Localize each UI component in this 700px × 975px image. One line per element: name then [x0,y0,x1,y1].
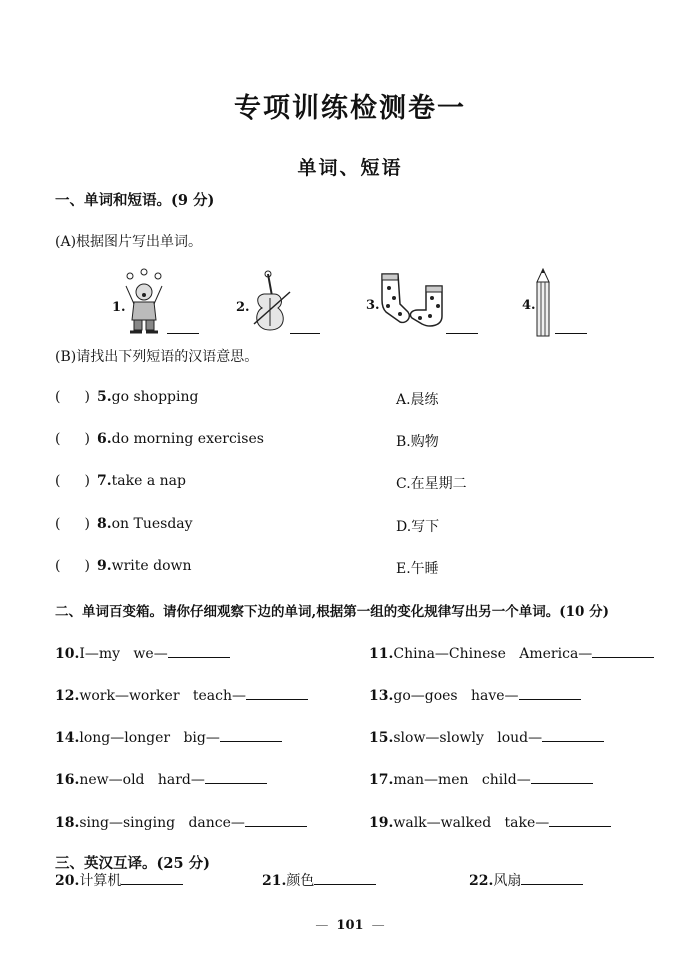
option-c: C.在星期二 [396,476,467,492]
page-number: — 101 — [315,918,385,933]
pic-number-3: 3. [366,298,380,313]
list-item: ( ) 9.write down [55,558,192,574]
list-item: 21.颜色 [262,870,376,890]
list-item: 20.计算机 [55,870,183,890]
list-item: 10.I—my we— [55,643,230,662]
cello-icon [250,270,292,334]
section-1-heading: 一、单词和短语。(9 分) [55,192,215,209]
answer-paren[interactable]: ( ) [55,389,90,405]
list-item: 14.long—longer big— [55,727,282,746]
list-item: 15.slow—slowly loud— [369,727,604,746]
list-item: 11.China—Chinese America— [369,643,654,662]
answer-blank[interactable] [246,685,308,700]
part-b-instruction: (B)请找出下列短语的汉语意思。 [55,349,259,365]
answer-blank-4[interactable] [555,319,587,334]
list-item: 12.work—worker teach— [55,685,308,704]
answer-blank[interactable] [542,727,604,742]
answer-blank[interactable] [245,812,307,827]
list-item: 18.sing—singing dance— [55,812,307,831]
page-subtitle: 单词、短语 [297,157,403,179]
juggling-clown-icon [122,268,166,336]
answer-blank[interactable] [531,769,593,784]
answer-blank[interactable] [168,643,230,658]
list-item: 16.new—old hard— [55,769,267,788]
pic-number-1: 1. [112,300,126,315]
answer-blank-3[interactable] [446,319,478,334]
list-item: 22.风扇 [469,870,583,890]
section-2-heading: 二、单词百变箱。请你仔细观察下边的单词,根据第一组的变化规律写出另一个单词。(10 分) [55,604,609,620]
answer-blank-2[interactable] [290,319,320,334]
list-item: 17.man—men child— [369,769,593,788]
answer-paren[interactable]: ( ) [55,516,90,532]
socks-icon [378,272,446,332]
page-title: 专项训练检测卷一 [234,93,466,124]
list-item: 13.go—goes have— [369,685,581,704]
answer-blank[interactable] [549,812,611,827]
answer-blank[interactable] [220,727,282,742]
answer-blank[interactable] [205,769,267,784]
answer-paren[interactable]: ( ) [55,473,90,489]
option-e: E.午睡 [396,561,439,577]
list-item: ( ) 7.take a nap [55,473,186,489]
list-item: 19.walk—walked take— [369,812,611,831]
list-item: ( ) 8.on Tuesday [55,516,193,532]
answer-blank[interactable] [121,870,183,885]
answer-paren[interactable]: ( ) [55,558,90,574]
answer-blank[interactable] [521,870,583,885]
list-item: ( ) 6.do morning exercises [55,431,264,447]
answer-blank-1[interactable] [167,319,199,334]
pic-number-2: 2. [236,300,250,315]
option-d: D.写下 [396,519,440,535]
pic-number-4: 4. [522,298,536,313]
pencil-icon [534,268,552,338]
option-a: A.晨练 [396,392,439,408]
answer-blank[interactable] [519,685,581,700]
answer-paren[interactable]: ( ) [55,431,90,447]
section-3-heading: 三、英汉互译。(25 分) [55,855,210,872]
answer-blank[interactable] [592,643,654,658]
list-item: ( ) 5.go shopping [55,389,199,405]
answer-blank[interactable] [314,870,376,885]
option-b: B.购物 [396,434,439,450]
part-a-instruction: (A)根据图片写出单词。 [55,234,203,250]
